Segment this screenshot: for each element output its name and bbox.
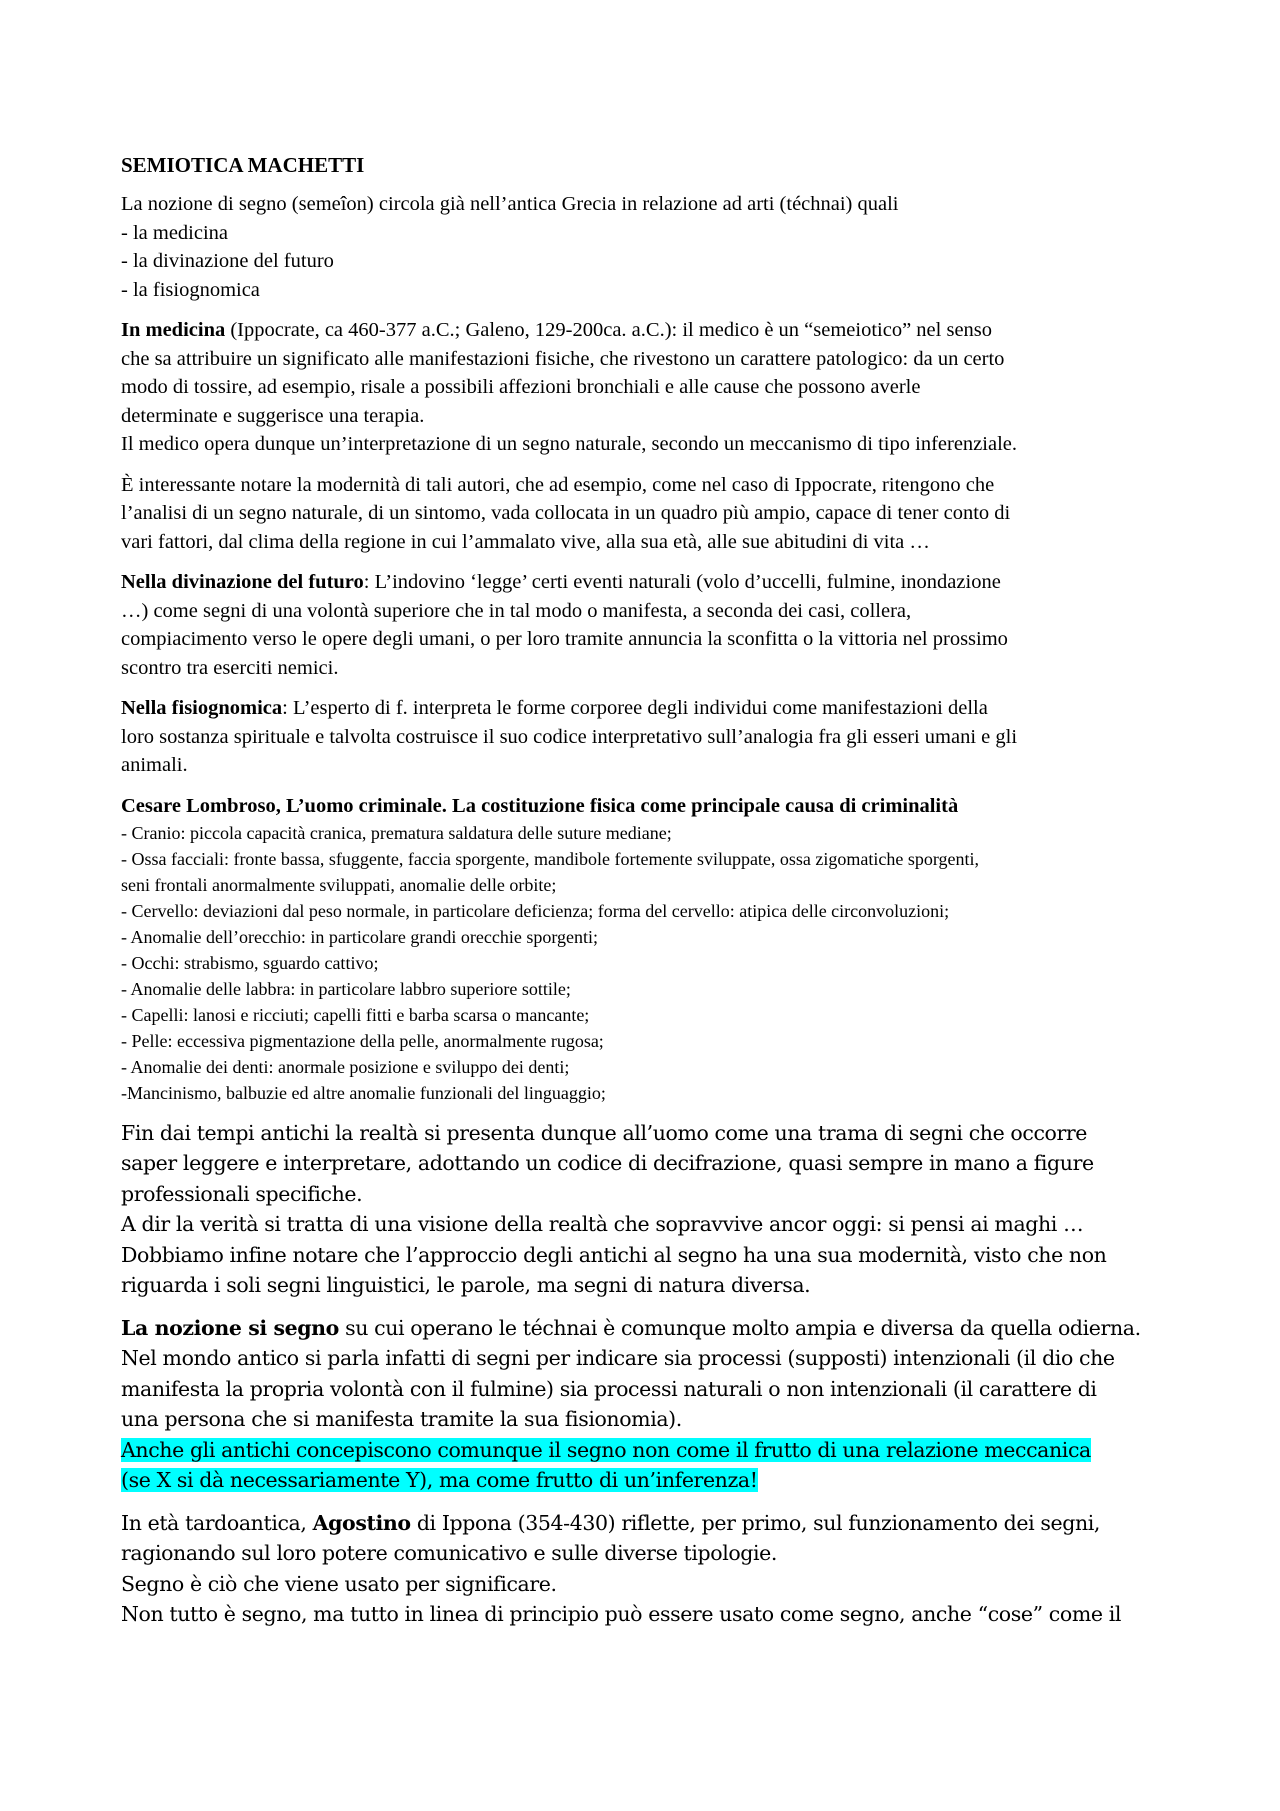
agostino-line: ragionando sul loro potere comunicativo e sulle diverse tipologie. xyxy=(121,1541,778,1565)
medicina-line: determinate e suggerisce una terapia. xyxy=(121,404,425,427)
list-item: - Cranio: piccola capacità cranica, prematura saldatura delle suture mediane; xyxy=(121,822,672,843)
divinazione-first-line-text: : L’indovino ‘legge’ certi eventi naturali (volo d’uccelli, fulmine, inondazione xyxy=(363,571,1001,593)
list-item: - Occhi: strabismo, sguardo cattivo; xyxy=(121,952,379,973)
list-item: - Capelli: lanosi e ricciuti; capelli fitti e barba scarsa o mancante; xyxy=(121,1004,590,1025)
intro-line: La nozione di segno (semeîon) circola già nell’antica Grecia in relazione ad arti (téchnai) quali xyxy=(121,193,899,215)
medicina-first-line xyxy=(121,316,1166,345)
modernita-line: vari fattori, dal clima della regione in cui l’ammalato vive, alla sua età, alle sue abitudini di vita … xyxy=(121,530,930,553)
nozione-line: manifesta la propria volontà con il fulmine) sia processi naturali o non intenzionali (il carattere di xyxy=(121,1376,1097,1401)
trama-paragraph xyxy=(121,1118,1166,1301)
agostino-line: Non tutto è segno, ma tutto in linea di principio può essere usato come segno, anche “cose” come il xyxy=(121,1602,1122,1626)
fisiognomica-heading: Nella fisiognomica xyxy=(121,697,283,719)
lombroso-list xyxy=(121,820,1166,1106)
nozione-paragraph xyxy=(121,1313,1166,1496)
medicina-line: Il medico opera dunque un’interpretazione di un segno naturale, secondo un meccanismo di tipo inferenziale. xyxy=(121,433,1017,455)
fisiognomica-line: loro sostanza spirituale e talvolta costruisce il suo codice interpretativo sull’analogia fra gli esseri umani e gli xyxy=(121,725,1018,748)
agostino-paragraph xyxy=(121,1508,1166,1630)
fisiognomica-first-line xyxy=(121,694,1166,723)
intro-list-item: - la medicina xyxy=(121,221,229,244)
lombroso-heading: Cesare Lombroso, L’uomo criminale. La costituzione fisica come principale causa di criminalità xyxy=(121,794,959,817)
nozione-heading: La nozione si segno xyxy=(121,1315,339,1340)
agostino-line: Segno è ciò che viene usato per significare. xyxy=(121,1571,557,1596)
document-title: SEMIOTICA MACHETTI xyxy=(121,153,365,177)
highlighted-line xyxy=(121,1435,1166,1466)
agostino-first-line xyxy=(121,1508,1166,1539)
nozione-first-line xyxy=(121,1313,1166,1344)
trama-line: saper leggere e interpretare, adottando un codice di decifrazione, quasi sempre in mano a figure xyxy=(121,1151,1094,1175)
medicina-first-line-text: (Ippocrate, ca 460-377 a.C.; Galeno, 129-200ca. a.C.): il medico è un “semeiotico” nel senso xyxy=(225,319,993,341)
highlighted-text: (se X si dà necessariamente Y), ma come frutto di un’inferenza! xyxy=(121,1468,758,1492)
list-item: seni frontali anormalmente sviluppati, anomalie delle orbite; xyxy=(121,874,557,895)
medicina-paragraph xyxy=(121,316,1166,459)
intro-list-item: - la fisiognomica xyxy=(121,278,260,301)
trama-line: Fin dai tempi antichi la realtà si presenta dunque all’uomo come una trama di segni che occorre xyxy=(121,1120,1088,1145)
fisiognomica-paragraph xyxy=(121,694,1166,780)
nozione-line: una persona che si manifesta tramite la sua fisionomia). xyxy=(121,1407,682,1431)
list-item: - Anomalie dei denti: anormale posizione e sviluppo dei denti; xyxy=(121,1056,570,1077)
agostino-first-line-pre: In età tardoantica, xyxy=(121,1510,313,1535)
divinazione-paragraph xyxy=(121,568,1166,682)
list-item: - Anomalie delle labbra: in particolare labbro superiore sottile; xyxy=(121,978,571,999)
intro-paragraph xyxy=(121,190,1166,304)
trama-line: professionali specifiche. xyxy=(121,1181,363,1206)
agostino-first-line-text: di Ippona (354-430) riflette, per primo, sul funzionamento dei segni, xyxy=(410,1510,1101,1535)
trama-line: A dir la verità si tratta di una visione della realtà che sopravvive ancor oggi: si pensi ai maghi … xyxy=(121,1212,1084,1236)
fisiognomica-first-line-text: : L’esperto di f. interpreta le forme corporee degli individui come manifestazioni della xyxy=(282,697,988,719)
list-item: - Pelle: eccessiva pigmentazione della pelle, anormalmente rugosa; xyxy=(121,1030,604,1051)
divinazione-heading: Nella divinazione del futuro xyxy=(121,571,364,593)
divinazione-line: scontro tra eserciti nemici. xyxy=(121,656,339,679)
list-item: - Cervello: deviazioni dal peso normale, in particolare deficienza; forma del cervello: atipica delle circonvoluzioni; xyxy=(121,900,950,921)
modernita-line: È interessante notare la modernità di tali autori, che ad esempio, come nel caso di Ippocrate, ritengono che xyxy=(121,473,995,496)
divinazione-line: …) come segni di una volontà superiore che in tal modo o manifesta, a seconda dei casi, collera, xyxy=(121,599,912,622)
medicina-line: modo di tossire, ad esempio, risale a possibili affezioni bronchiali e alle cause che possono averle xyxy=(121,376,921,398)
divinazione-first-line xyxy=(121,568,1166,597)
divinazione-line: compiacimento verso le opere degli umani, o per loro tramite annuncia la sconfitta o la vittoria nel prossimo xyxy=(121,628,1008,650)
highlighted-text: Anche gli antichi concepiscono comunque il segno non come il frutto di una relazione meccanica xyxy=(121,1437,1091,1462)
nozione-first-line-text: su cui operano le téchnai è comunque molto ampia e diversa da quella odierna. xyxy=(338,1315,1141,1340)
fisiognomica-line: animali. xyxy=(121,754,188,776)
list-item: - Anomalie dell’orecchio: in particolare grandi orecchie sporgenti; xyxy=(121,926,598,947)
agostino-heading: Agostino xyxy=(312,1510,411,1535)
list-item: - Ossa facciali: fronte bassa, sfuggente, faccia sporgente, mandibole fortemente sviluppate, ossa zigomatiche sporgenti, xyxy=(121,848,980,869)
trama-line: riguarda i soli segni linguistici, le parole, ma segni di natura diversa. xyxy=(121,1273,811,1297)
modernita-paragraph xyxy=(121,471,1166,557)
modernita-line: l’analisi di un segno naturale, di un sintomo, vada collocata in un quadro più ampio, capace di tener conto di xyxy=(121,502,1011,524)
highlighted-line xyxy=(121,1465,1166,1496)
intro-list-item: - la divinazione del futuro xyxy=(121,250,334,272)
medicina-line: che sa attribuire un significato alle manifestazioni fisiche, che rivestono un carattere patologico: da un certo xyxy=(121,347,1005,370)
document-page xyxy=(121,150,1166,1642)
nozione-line: Nel mondo antico si parla infatti di segni per indicare sia processi (supposti) intenzionali (il dio che xyxy=(121,1346,1115,1370)
list-item: -Mancinismo, balbuzie ed altre anomalie funzionali del linguaggio; xyxy=(121,1082,606,1103)
medicina-heading: In medicina xyxy=(121,319,226,341)
trama-line: Dobbiamo infine notare che l’approccio degli antichi al segno ha una sua modernità, visto che non xyxy=(121,1242,1107,1267)
